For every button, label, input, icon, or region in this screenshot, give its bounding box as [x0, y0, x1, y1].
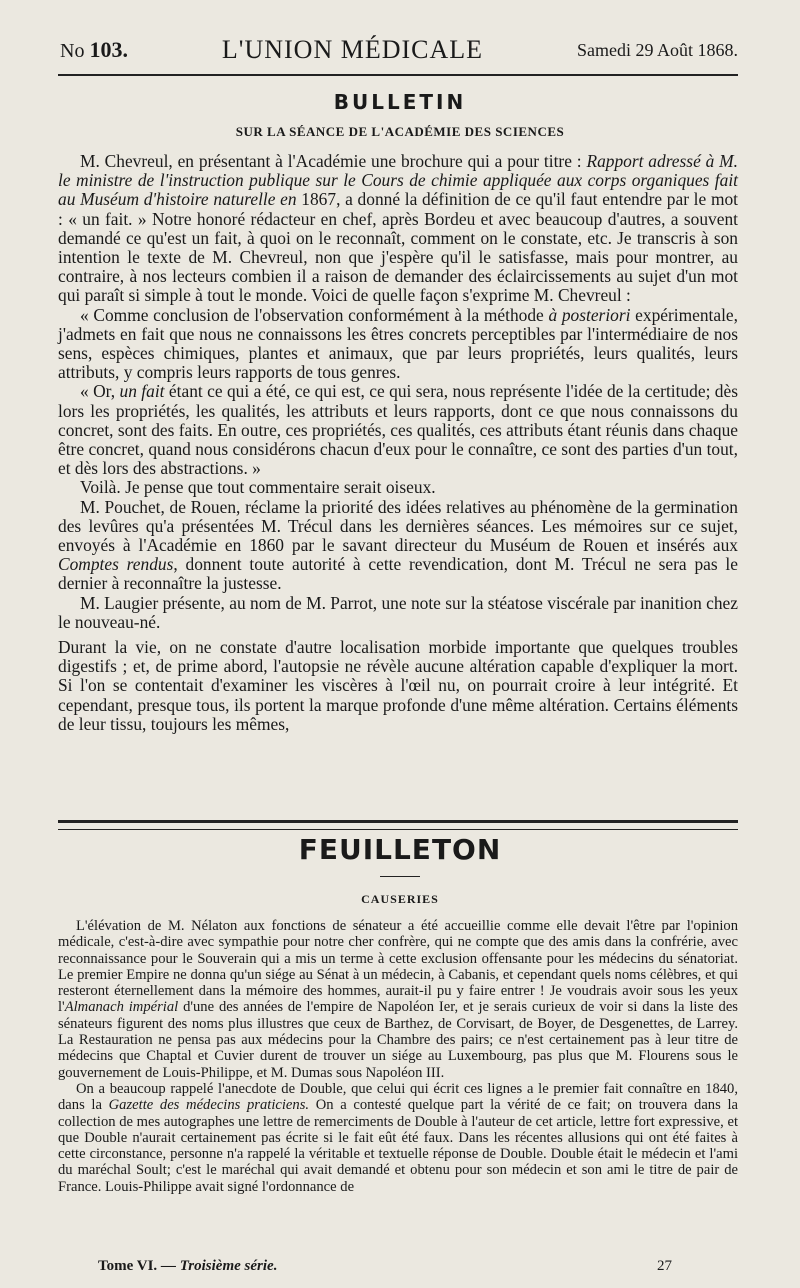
brochure-title: Rapport adressé à M. le ministre de l'instruction publique sur le Cours de chimie appliquée aux corps organiques fait au Muséum d'histoire naturelle en [58, 151, 738, 210]
series-label: Troisième série. [179, 1258, 278, 1274]
bulletin-paragraph-2 [58, 306, 738, 383]
issue-date: Samedi 29 Août 1868. [576, 39, 738, 60]
text-run: M. Chevreul, en présentant à l'Académie une brochure qui a pour titre : [80, 151, 587, 171]
feuilleton-paragraph-1 [58, 918, 738, 1081]
page-number: 27 [657, 1258, 672, 1274]
volume-series [98, 1258, 277, 1275]
feuilleton-body [58, 918, 738, 1195]
issue-number [60, 37, 128, 63]
bulletin-paragraph-6: M. Laugier présente, au nom de M. Parrot, une note sur la stéatose viscérale par inanition chez le nouveau-né. [58, 592, 738, 632]
text-run: , donnent toute autorité à cette revendication, dont M. Trécul ne sera pas le dernier à reconnaître la justesse. [58, 554, 738, 594]
italic-term: Almanach impérial [64, 999, 179, 1016]
text-run: M. Pouchet, de Rouen, réclame la priorité des idées relatives au phénomène de la germination des levûres qu'a présentées M. Trécul dans les dernières séances. Les mémoires sur ce sujet, envoyés à l'Académie en 1860 par le savant directeur du Muséum de Rouen et insérés aux [58, 496, 738, 556]
italic-term: à posteriori [548, 304, 631, 325]
bulletin-subtitle: SUR LA SÉANCE DE L'ACADÉMIE DES SCIENCES [235, 124, 565, 139]
journal-title: L'UNION MÉDICALE [221, 35, 484, 64]
issue-number-prefix: No [60, 40, 85, 62]
text-run: On a beaucoup rappelé l'anecdote de Double, que celui qui écrit ces lignes a le premier fait connaître en 1840, dans la [58, 1080, 738, 1114]
text-run: « Or, [80, 381, 120, 402]
header-rule [58, 74, 738, 76]
italic-term: Gazette des médecins praticiens. [108, 1097, 310, 1114]
bulletin-title: BULLETIN [333, 90, 467, 114]
feuilleton-subtitle: CAUSERIES [361, 892, 439, 906]
bulletin-paragraph-7: Durant la vie, on ne constate d'autre localisation morbide importante que quelques troubles digestifs ; et, de prime abord, l'autopsie ne révèle aucune altération capable d'expliquer la mort. Si l'on se contentait d'examiner les viscères à l'œil nu, on pourrait croire à leur intégrité. Et cependant, presque tous, ils portent la marque profonde d'une même altération. Certains éléments de leur tissu, toujours les mêmes, [58, 637, 738, 734]
bulletin-paragraph-5 [58, 498, 738, 594]
text-run: expérimentale, j'admets en fait que nous ne connaissons les êtres concrets perceptibles par l'intermédiaire de nos sens, espèces chimiques, plantes et animaux, que par leurs propriétés, leurs qualités, leurs attributs, y compris leurs rapports de tous genres. [58, 304, 738, 383]
feuilleton-title: FEUILLETON [298, 833, 502, 866]
text-run: On a contesté quelque part la vérité de ce fait; on trouvera dans la collection de mes autographes une lettre de remerciments de Double à l'auteur de cet article, lettre fort expressive, et que Double n'aurait certainement pas écrite si le fait eût été faux. Dans les récentes allusions qui ont été faites à cette circonstance, personne n'a rappelé la véritable et textuelle réponse de Double. Double était le médecin et l'ami du maréchal Soult; c'est le maréchal qui avait demandé et obtenu pour son médecin et son ami le titre de pair de France. Louis-Philippe avait signé l'ordonnance de [58, 1097, 738, 1195]
bulletin-body [58, 152, 738, 734]
feuilleton-rule [380, 876, 420, 877]
italic-term: Comptes rendus [58, 554, 174, 575]
issue-number-value: 103. [89, 37, 128, 62]
bulletin-paragraph-4: Voilà. Je pense que tout commentaire serait oiseux. [80, 477, 436, 498]
feuilleton-paragraph-2 [58, 1081, 738, 1195]
bulletin-paragraph-1 [58, 152, 738, 306]
text-run: d'une des années de l'empire de Napoléon Ier, et je serais curieux de voir si dans la liste des sénateurs figurent des noms plus illustres que ceux de Barthez, de Corvisart, de Boyer, de Desgenettes, de Larrey. La Restauration ne pensa pas aux médecins pour la Chambre des pairs; ce n'est certainement pas à leur titre de médecins que Chaptal et Cuvier durent de trouver un siége au Luxembourg, pas plus que M. Flourens sous le gouvernement de Louis-Philippe, et M. Dumas sous Napoléon III. [58, 999, 738, 1081]
section-divider [58, 820, 738, 830]
text-run: « Comme conclusion de l'observation conformément à la méthode [80, 304, 549, 325]
italic-term: un fait [119, 381, 165, 402]
bulletin-paragraph-3 [58, 382, 738, 478]
page-footer [98, 1258, 672, 1275]
page-header [60, 28, 738, 72]
volume-label: Tome VI. — [98, 1258, 180, 1274]
text-run: étant ce qui a été, ce qui est, ce qui sera, nous représente l'idée de la certitude; dès lors les propriétés, les qualités, les attributs et leurs rapports, dont ce que nous connaissons du concret, sont des faits. En outre, ces propriétés, ces qualités, ces attributs étant réunis dans chaque être concret, quand nous considérons chacun d'eux pour le connaître, ce sont des parties d'un tout, et dès lors des abstractions. » [58, 381, 738, 479]
text-run: 1867, a donné la définition de ce qu'il faut entendre par le mot : « un fait. » Notre honoré rédacteur en chef, après Bordeu et avec beaucoup d'autres, a souvent demandé ce qu'est un fait, à quoi on le reconnaît, comment on le constate, etc. Je transcris à son intention le texte de M. Chevreul, non que j'espère qu'il le satisfasse, mais pour montrer, au contraire, à nos lecteurs combien il a raison de demander des éclaircissements au sujet d'un mot qui paraît si simple à tout le monde. Voici de quelle façon s'exprime M. Chevreul : [58, 189, 738, 306]
text-run: L'élévation de M. Nélaton aux fonctions de sénateur a été accueillie comme elle devait l'être par l'opinion médicale, c'est-à-dire avec sympathie pour notre cher confrère, qui ne compte que des amis dans la confrérie, avec reconnaissance pour le Souverain qui a mis un terme à cette exclusion offensante pour les médecins du sénatoriat. Le premier Empire ne donna qu'un siége au Sénat à un médecin, à Cabanis, et cependant quels noms célèbres, et qui resteront éternellement dans la mémoire des hommes, aurait-il pu y faire entrer ! Je voudrais avoir sous les yeux l' [58, 918, 738, 1016]
